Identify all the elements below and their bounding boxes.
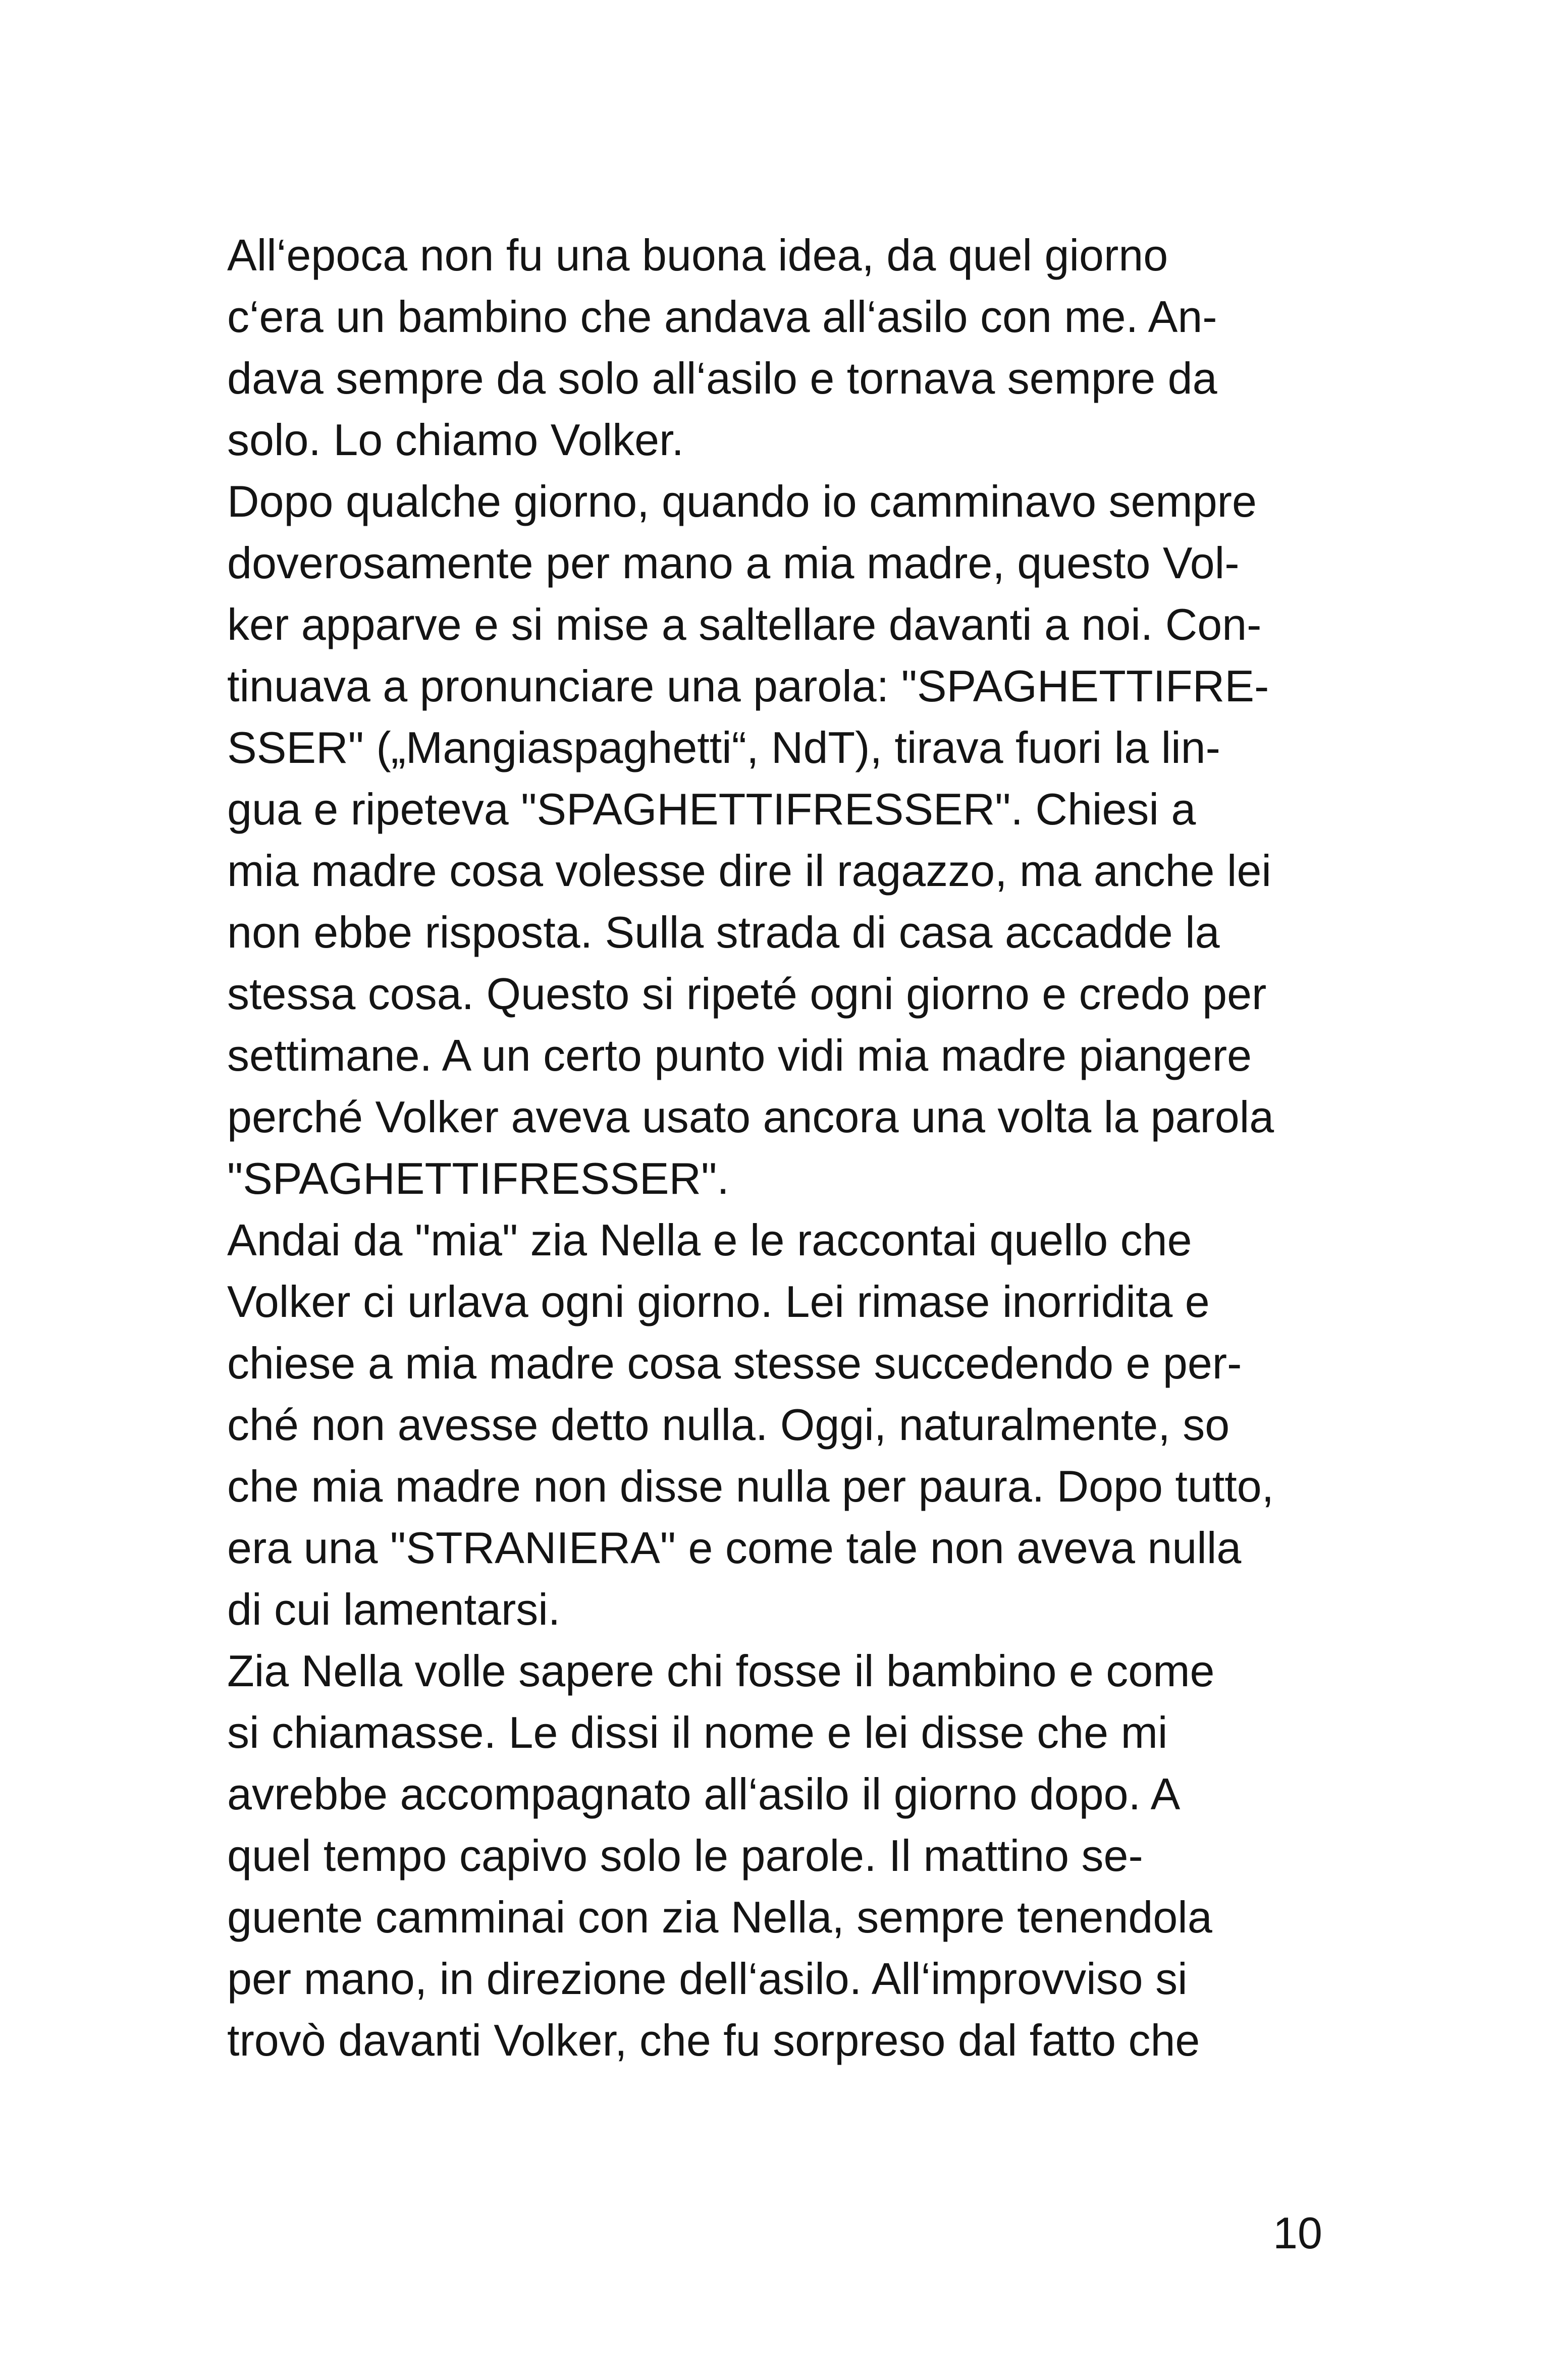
text-line: per mano, in direzione dell‘asilo. All‘improvviso si — [227, 1954, 1188, 2004]
page-number: 10 — [1273, 2208, 1322, 2258]
body-text — [227, 225, 1337, 2071]
text-line: doverosamente per mano a mia madre, questo Vol- — [227, 538, 1240, 588]
text-line: Zia Nella volle sapere chi fosse il bambino e come — [227, 1646, 1215, 1696]
text-line: stessa cosa. Questo si ripeté ogni giorno e credo per — [227, 969, 1267, 1019]
text-line: tinuava a pronunciare una parola: "SPAGHETTIFRE- — [227, 661, 1269, 711]
text-line: perché Volker aveva usato ancora una volta la parola — [227, 1092, 1274, 1142]
text-line: trovò davanti Volker, che fu sorpreso dal fatto che — [227, 2015, 1200, 2065]
text-line: dava sempre da solo all‘asilo e tornava sempre da — [227, 353, 1217, 403]
text-line: settimane. A un certo punto vidi mia madre piangere — [227, 1030, 1252, 1080]
text-line: Volker ci urlava ogni giorno. Lei rimase inorridita e — [227, 1277, 1210, 1326]
text-line: era una "STRANIERA" e come tale non aveva nulla — [227, 1523, 1242, 1573]
text-line: mia madre cosa volesse dire il ragazzo, ma anche lei — [227, 846, 1271, 896]
text-line: guente camminai con zia Nella, sempre tenendola — [227, 1892, 1212, 1942]
text-line: di cui lamentarsi. — [227, 1584, 561, 1634]
text-line: ker apparve e si mise a saltellare davanti a noi. Con- — [227, 599, 1262, 649]
text-line: c‘era un bambino che andava all‘asilo con me. An- — [227, 292, 1217, 342]
text-line: gua e ripeteva "SPAGHETTIFRESSER". Chiesi a — [227, 784, 1196, 834]
text-line: non ebbe risposta. Sulla strada di casa accadde la — [227, 907, 1220, 957]
text-line: solo. Lo chiamo Volker. — [227, 415, 684, 465]
text-line: si chiamasse. Le dissi il nome e lei disse che mi — [227, 1707, 1168, 1757]
text-line: ché non avesse detto nulla. Oggi, naturalmente, so — [227, 1400, 1230, 1450]
text-line: avrebbe accompagnato all‘asilo il giorno dopo. A — [227, 1769, 1181, 1819]
text-line: "SPAGHETTIFRESSER". — [227, 1153, 729, 1203]
text-line: che mia madre non disse nulla per paura. Dopo tutto, — [227, 1461, 1274, 1511]
text-line: Dopo qualche giorno, quando io camminavo sempre — [227, 476, 1257, 526]
text-line: SSER" („Mangiaspaghetti“, NdT), tirava fuori la lin- — [227, 723, 1220, 772]
text-line: quel tempo capivo solo le parole. Il mattino se- — [227, 1831, 1143, 1880]
text-line: Andai da "mia" zia Nella e le raccontai quello che — [227, 1215, 1192, 1265]
text-line: All‘epoca non fu una buona idea, da quel giorno — [227, 230, 1168, 280]
text-line: chiese a mia madre cosa stesse succedendo e per- — [227, 1338, 1242, 1388]
